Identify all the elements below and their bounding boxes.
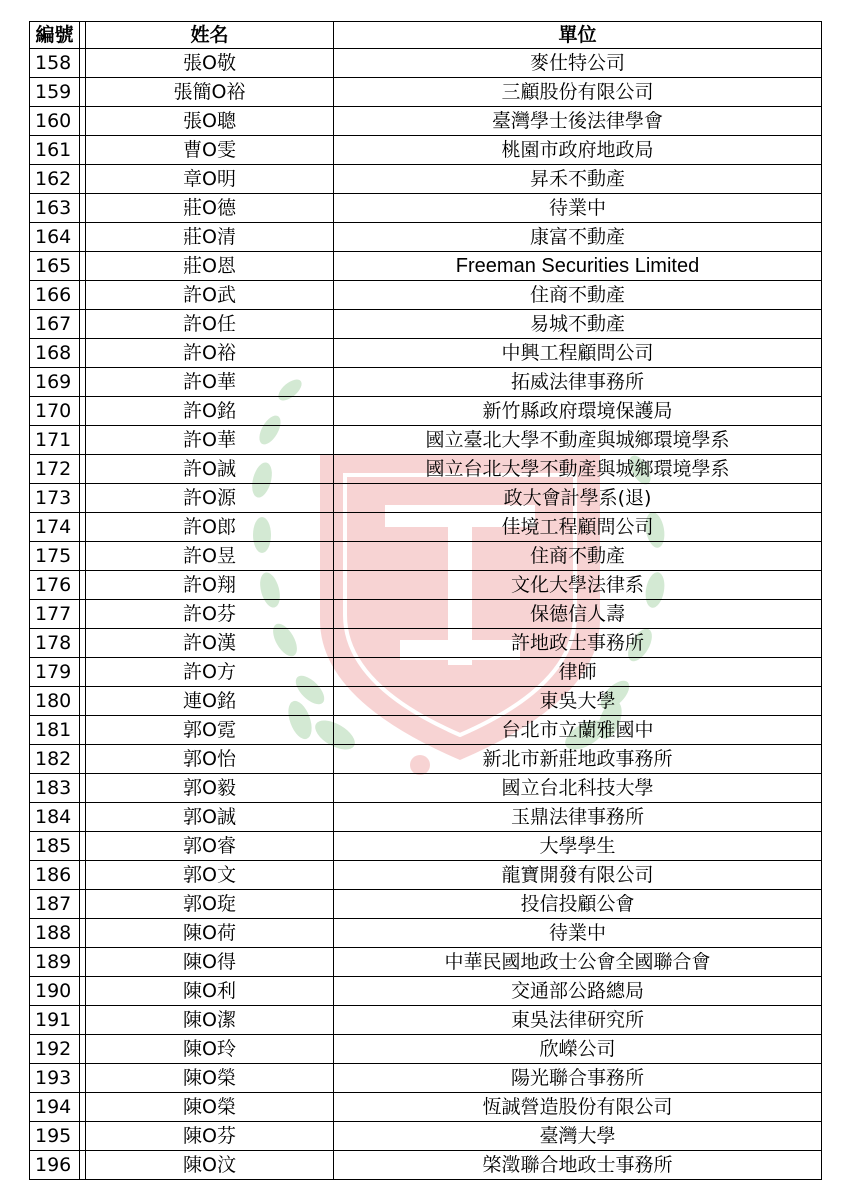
row-unit: 昇禾不動產 [334, 165, 822, 194]
row-number: 186 [30, 861, 80, 890]
row-unit: 康富不動產 [334, 223, 822, 252]
row-name: 許O昱 [86, 542, 334, 571]
row-unit: 陽光聯合事務所 [334, 1064, 822, 1093]
row-unit: 東吳法律研究所 [334, 1006, 822, 1035]
row-unit: 許地政士事務所 [334, 629, 822, 658]
row-number: 161 [30, 136, 80, 165]
table-row [30, 803, 822, 832]
table-row [30, 223, 822, 252]
row-name: 陳O玲 [86, 1035, 334, 1064]
row-number: 170 [30, 397, 80, 426]
row-unit: 龍寶開發有限公司 [334, 861, 822, 890]
row-unit: 交通部公路總局 [334, 977, 822, 1006]
table-row [30, 78, 822, 107]
row-number: 166 [30, 281, 80, 310]
row-number: 184 [30, 803, 80, 832]
row-name: 許O誠 [86, 455, 334, 484]
row-name: 莊O清 [86, 223, 334, 252]
table-row [30, 600, 822, 629]
table-row [30, 455, 822, 484]
row-name: 張O敬 [86, 49, 334, 78]
row-unit: 投信投顧公會 [334, 890, 822, 919]
row-name: 陳O榮 [86, 1093, 334, 1122]
row-name: 許O漢 [86, 629, 334, 658]
table-row [30, 165, 822, 194]
row-number: 196 [30, 1151, 80, 1180]
row-name: 許O源 [86, 484, 334, 513]
column-header-unit: 單位 [334, 22, 822, 49]
table-row [30, 745, 822, 774]
row-unit: 臺灣學士後法律學會 [334, 107, 822, 136]
table-row [30, 107, 822, 136]
row-number: 185 [30, 832, 80, 861]
row-number: 179 [30, 658, 80, 687]
row-unit: 三顧股份有限公司 [334, 78, 822, 107]
row-number: 176 [30, 571, 80, 600]
row-name: 陳O榮 [86, 1064, 334, 1093]
row-unit: 政大會計學系(退) [334, 484, 822, 513]
row-unit: 東吳大學 [334, 687, 822, 716]
row-name: 郭O怡 [86, 745, 334, 774]
table-row [30, 1006, 822, 1035]
row-number: 187 [30, 890, 80, 919]
row-number: 177 [30, 600, 80, 629]
row-unit: 佳境工程顧問公司 [334, 513, 822, 542]
table-row [30, 194, 822, 223]
row-number: 169 [30, 368, 80, 397]
table-row [30, 310, 822, 339]
row-number: 195 [30, 1122, 80, 1151]
row-name: 郭O睿 [86, 832, 334, 861]
row-number: 183 [30, 774, 80, 803]
row-unit: 棨澂聯合地政士事務所 [334, 1151, 822, 1180]
table-row [30, 658, 822, 687]
row-number: 189 [30, 948, 80, 977]
table-row [30, 49, 822, 78]
table-row [30, 1093, 822, 1122]
row-name: 張O聰 [86, 107, 334, 136]
row-name: 許O任 [86, 310, 334, 339]
row-name: 陳O汶 [86, 1151, 334, 1180]
table-row [30, 629, 822, 658]
roster-table [29, 21, 822, 1180]
row-number: 162 [30, 165, 80, 194]
row-unit: 文化大學法律系 [334, 571, 822, 600]
table-row [30, 136, 822, 165]
row-name: 郭O霓 [86, 716, 334, 745]
row-name: 許O銘 [86, 397, 334, 426]
row-number: 167 [30, 310, 80, 339]
row-unit: 中華民國地政士公會全國聯合會 [334, 948, 822, 977]
row-number: 194 [30, 1093, 80, 1122]
row-name: 許O方 [86, 658, 334, 687]
table-row [30, 513, 822, 542]
row-number: 168 [30, 339, 80, 368]
row-name: 陳O芬 [86, 1122, 334, 1151]
row-unit: 大學學生 [334, 832, 822, 861]
row-unit: 拓威法律事務所 [334, 368, 822, 397]
row-number: 164 [30, 223, 80, 252]
row-number: 158 [30, 49, 80, 78]
row-number: 173 [30, 484, 80, 513]
row-unit: 住商不動產 [334, 281, 822, 310]
table-row [30, 542, 822, 571]
table-row [30, 281, 822, 310]
row-unit: 國立台北大學不動產與城鄉環境學系 [334, 455, 822, 484]
table-row [30, 687, 822, 716]
row-unit: 國立臺北大學不動產與城鄉環境學系 [334, 426, 822, 455]
row-name: 許O華 [86, 368, 334, 397]
row-name: 張簡O裕 [86, 78, 334, 107]
table-row [30, 571, 822, 600]
table-row [30, 774, 822, 803]
table-row [30, 861, 822, 890]
row-name: 許O裕 [86, 339, 334, 368]
row-number: 159 [30, 78, 80, 107]
row-number: 192 [30, 1035, 80, 1064]
table-row [30, 1151, 822, 1180]
table-row [30, 832, 822, 861]
row-name: 許O郎 [86, 513, 334, 542]
table-row [30, 484, 822, 513]
row-name: 郭O毅 [86, 774, 334, 803]
table-row [30, 1122, 822, 1151]
row-number: 180 [30, 687, 80, 716]
table-row [30, 977, 822, 1006]
row-unit: 新北市新莊地政事務所 [334, 745, 822, 774]
row-number: 175 [30, 542, 80, 571]
row-number: 178 [30, 629, 80, 658]
row-number: 174 [30, 513, 80, 542]
row-name: 曹O雯 [86, 136, 334, 165]
table-row [30, 948, 822, 977]
row-number: 163 [30, 194, 80, 223]
row-number: 182 [30, 745, 80, 774]
row-name: 陳O荷 [86, 919, 334, 948]
row-unit: 易城不動產 [334, 310, 822, 339]
table-row [30, 716, 822, 745]
row-unit: 台北市立蘭雅國中 [334, 716, 822, 745]
table-row [30, 1064, 822, 1093]
table-row [30, 1035, 822, 1064]
row-name: 陳O利 [86, 977, 334, 1006]
row-unit: 待業中 [334, 194, 822, 223]
row-name: 陳O得 [86, 948, 334, 977]
row-unit: 麥仕特公司 [334, 49, 822, 78]
column-header-name: 姓名 [86, 22, 334, 49]
table-row [30, 339, 822, 368]
row-unit: 住商不動產 [334, 542, 822, 571]
table-row [30, 252, 822, 281]
column-header-number: 編號 [30, 22, 80, 49]
row-number: 191 [30, 1006, 80, 1035]
table-row [30, 890, 822, 919]
row-unit: 玉鼎法律事務所 [334, 803, 822, 832]
row-number: 165 [30, 252, 80, 281]
row-number: 190 [30, 977, 80, 1006]
row-unit: 臺灣大學 [334, 1122, 822, 1151]
row-name: 莊O德 [86, 194, 334, 223]
table-header-row [30, 22, 822, 49]
table-row [30, 919, 822, 948]
table-row [30, 426, 822, 455]
row-name: 莊O恩 [86, 252, 334, 281]
row-name: 陳O潔 [86, 1006, 334, 1035]
row-unit: 中興工程顧問公司 [334, 339, 822, 368]
row-unit: 恆誠營造股份有限公司 [334, 1093, 822, 1122]
row-number: 172 [30, 455, 80, 484]
row-name: 許O華 [86, 426, 334, 455]
row-unit: 待業中 [334, 919, 822, 948]
row-unit: 新竹縣政府環境保護局 [334, 397, 822, 426]
row-name: 章O明 [86, 165, 334, 194]
row-unit: 國立台北科技大學 [334, 774, 822, 803]
row-name: 許O武 [86, 281, 334, 310]
row-number: 181 [30, 716, 80, 745]
row-unit: 保德信人壽 [334, 600, 822, 629]
row-name: 連O銘 [86, 687, 334, 716]
table-row [30, 397, 822, 426]
table-row [30, 368, 822, 397]
row-name: 郭O誠 [86, 803, 334, 832]
row-name: 郭O文 [86, 861, 334, 890]
row-number: 171 [30, 426, 80, 455]
row-name: 許O翔 [86, 571, 334, 600]
row-unit: 欣嶸公司 [334, 1035, 822, 1064]
row-name: 許O芬 [86, 600, 334, 629]
row-number: 193 [30, 1064, 80, 1093]
row-number: 160 [30, 107, 80, 136]
row-name: 郭O琁 [86, 890, 334, 919]
row-unit: 律師 [334, 658, 822, 687]
row-number: 188 [30, 919, 80, 948]
row-unit: 桃園市政府地政局 [334, 136, 822, 165]
row-unit: Freeman Securities Limited [334, 252, 822, 281]
